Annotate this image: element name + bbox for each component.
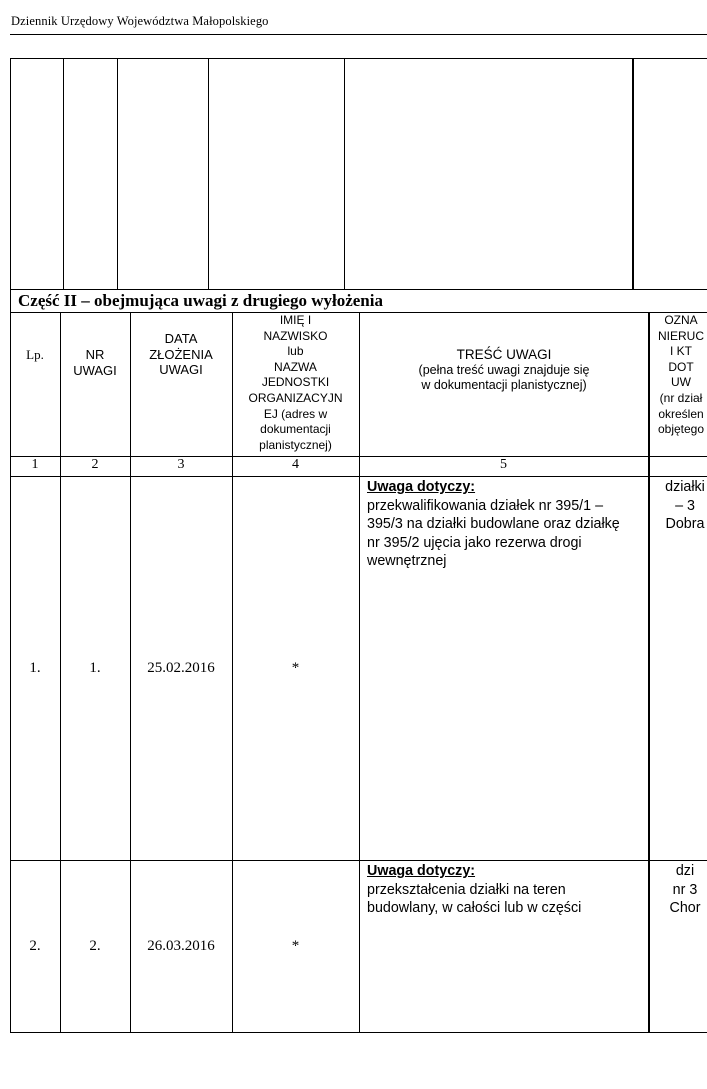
header-property-line: NIERUC	[657, 328, 704, 343]
row-nr: 2.	[89, 938, 101, 954]
property-line: dzi	[675, 863, 695, 879]
column-number: 4	[292, 457, 299, 472]
header-content-line2: (pełna treść uwagi znajduje się	[418, 363, 590, 378]
journal-header-title: Dziennik Urzędowy Województwa Małopolskiego	[11, 14, 269, 28]
column-number: 5	[500, 457, 507, 472]
header-content-line3: w dokumentacji planistycznej)	[421, 378, 587, 393]
header-property-line: określen	[658, 406, 704, 421]
header-property	[650, 313, 707, 438]
header-date-line1: DATA	[164, 331, 198, 346]
header-name-line: EJ (adres w	[263, 406, 328, 421]
remark-line: budowlany, w całości lub w części	[367, 900, 582, 916]
header-name-line: ORGANIZACYJN	[248, 390, 343, 405]
header-property-line: (nr dział	[659, 390, 703, 405]
property-line: działki	[665, 479, 705, 495]
property-line: nr 3	[672, 881, 698, 898]
row-property	[650, 862, 707, 918]
property-line: – 3	[675, 497, 695, 514]
header-name-line: lub	[287, 344, 304, 359]
column-number: 1	[31, 457, 39, 472]
header-property-line: DOT	[668, 359, 694, 374]
row-name: *	[291, 660, 300, 676]
row-property	[650, 478, 707, 534]
header-nr	[60, 347, 130, 378]
header-name-line: IMIĘ I	[279, 313, 312, 327]
header-name-line: NAZWA	[274, 359, 317, 374]
remark-line: wewnętrznej	[367, 553, 447, 569]
row-name: *	[291, 938, 300, 954]
header-property-line: I KT	[669, 344, 692, 359]
section-title: Część II – obejmująca uwagi z drugiego wyłożenia	[18, 291, 383, 310]
header-name-line: JEDNOSTKI	[261, 375, 330, 390]
row-lp: 1.	[29, 660, 41, 676]
header-property-line: OZNA	[664, 313, 698, 327]
header-name-line: planistycznej)	[259, 437, 332, 452]
row-remark	[367, 478, 647, 571]
header-content-line1: TREŚĆ UWAGI	[456, 347, 552, 362]
header-property-line: UW	[671, 375, 691, 390]
column-number: 2	[91, 457, 99, 472]
row-remark	[367, 862, 647, 918]
row-property-clip	[650, 478, 707, 598]
header-property-clip	[650, 313, 707, 455]
header-divider	[10, 34, 707, 35]
header-name-line: dokumentacji	[260, 422, 331, 437]
header-date-line2: ZŁOŻENIA	[149, 346, 213, 362]
header-nr-line1: NR	[85, 347, 105, 362]
remark-line: przekwalifikowania działek nr 395/1 –	[367, 497, 604, 514]
remark-line: przekształcenia działki na teren	[367, 881, 566, 898]
row-nr: 1.	[89, 660, 101, 676]
row-date: 25.02.2016	[147, 660, 215, 676]
remark-title: Uwaga dotyczy:	[367, 479, 476, 495]
header-date-line3: UWAGI	[159, 362, 203, 378]
property-line: Chor	[669, 900, 701, 916]
remark-title: Uwaga dotyczy:	[367, 863, 476, 879]
header-name	[232, 313, 359, 453]
column-number: 3	[177, 457, 185, 472]
header-content	[360, 347, 648, 393]
header-date	[130, 331, 232, 378]
header-lp: Lp.	[26, 347, 44, 362]
header-name-line: NAZWISKO	[263, 328, 328, 343]
header-nr-line2: UWAGI	[73, 362, 117, 378]
row-property-clip	[650, 862, 707, 942]
row-date: 26.03.2016	[147, 938, 215, 954]
header-property-line: objętego	[657, 422, 705, 437]
row-lp: 2.	[29, 938, 41, 954]
remark-line: 395/3 na działki budowlane oraz działkę	[367, 516, 620, 532]
remark-line: nr 395/2 ujęcia jako rezerwa drogi	[367, 534, 582, 551]
property-line: Dobra	[665, 516, 705, 532]
